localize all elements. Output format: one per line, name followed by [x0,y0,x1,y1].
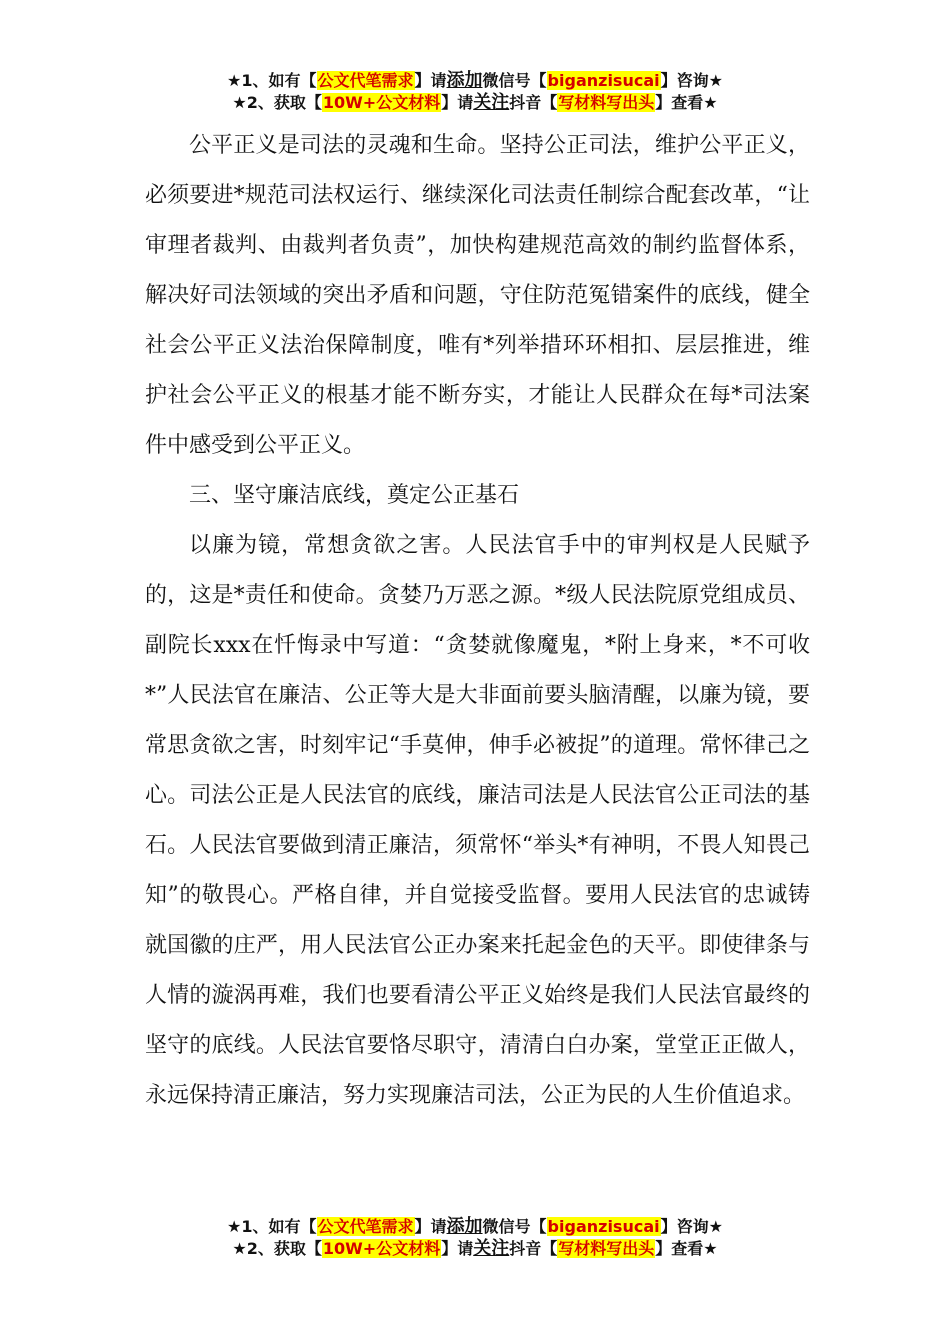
star-icon: ★ [232,93,247,112]
banner-text: 微信号【 [482,71,547,90]
banner-emphasis: 添加 [446,1216,483,1237]
banner-text: 】查看 [655,93,704,112]
body-paragraph: 以廉为镜，常想贪欲之害。人民法官手中的审判权是人民赋予的，这是*责任和使命。贪婪乃万恶之源。*级人民法院原党组成员、副院长xxx在忏悔录中写道：“贪婪就像魔鬼，*附上身来，*不可收*”人民法官在廉洁、公正等大是大非面前要头脑清醒，以廉为镜，要常思贪欲之害，时刻牢记“手莫伸，伸手必被捉”的道理。常怀律己之心。司法公正是人民法官的底线，廉洁司法是人民法官公正司法的基石。人民法官要做到清正廉洁，须常怀“举头*有神明，不畏人知畏己知”的敬畏心。严格自律，并自觉接受监督。要用人民法官的忠诚铸就国徽的庄严，用人民法官公正办案来托起金色的天平。即使律条与人情的漩涡再难，我们也要看清公平正义始终是我们人民法官最终的坚守的底线。人民法官要恪尽职守，清清白白办案，堂堂正正做人，永远保持清正廉洁，努力实现廉洁司法，公正为民的人生价值追求。 [145,533,810,1108]
banner-text: 1、如有【 [241,1217,317,1236]
star-icon: ★ [227,71,242,90]
banner-line-1 [0,1216,950,1238]
banner-text: 】咨询 [660,1217,709,1236]
highlight-service: 公文代笔需求 [317,71,414,90]
section-heading: 三、坚守廉洁底线，奠定公正基石 [189,483,520,508]
header-banner [0,70,950,114]
banner-text: 2、获取【 [246,1239,322,1258]
highlight-douyin-account: 写材料写出头 [558,93,655,112]
banner-text: 】请 [441,93,474,112]
banner-text: 抖音【 [509,93,558,112]
star-icon: ★ [232,1239,247,1258]
body-paragraph: 公平正义是司法的灵魂和生命。坚持公正司法，维护公平正义，必须要进*规范司法权运行、继续深化司法责任制综合配套改革，“让审理者裁判、由裁判者负责”，加快构建规范高效的制约监督体系，解决好司法领域的突出矛盾和问题，守住防范冤错案件的底线，健全社会公平正义法治保障制度，唯有*列举措环环相扣、层层推进，维护社会公平正义的根基才能不断夯实，才能让人民群众在每*司法案件中感受到公平正义。 [145,133,810,458]
banner-text: 抖音【 [509,1239,558,1258]
star-icon: ★ [227,1217,242,1236]
highlight-wechat-id: biganzisucai [547,71,660,90]
highlight-wechat-id: biganzisucai [547,1217,660,1236]
document-body [145,121,810,1121]
footer-banner [0,1216,950,1260]
banner-text: 】请 [414,1217,447,1236]
banner-text: 】请 [414,71,447,90]
banner-emphasis: 添加 [446,70,483,91]
highlight-materials: 10W+公文材料 [322,93,441,112]
banner-text: 】咨询 [660,71,709,90]
banner-line-2 [0,92,950,114]
highlight-materials: 10W+公文材料 [322,1239,441,1258]
banner-text: 2、获取【 [246,93,322,112]
star-icon: ★ [703,1239,718,1258]
star-icon: ★ [708,71,723,90]
star-icon: ★ [708,1217,723,1236]
banner-text: 微信号【 [482,1217,547,1236]
banner-text: 】查看 [655,1239,704,1258]
banner-emphasis: 关注 [473,1238,510,1259]
banner-text: 1、如有【 [241,71,317,90]
star-icon: ★ [703,93,718,112]
highlight-douyin-account: 写材料写出头 [558,1239,655,1258]
banner-emphasis: 关注 [473,92,510,113]
banner-line-2 [0,1238,950,1260]
banner-line-1 [0,70,950,92]
highlight-service: 公文代笔需求 [317,1217,414,1236]
banner-text: 】请 [441,1239,474,1258]
